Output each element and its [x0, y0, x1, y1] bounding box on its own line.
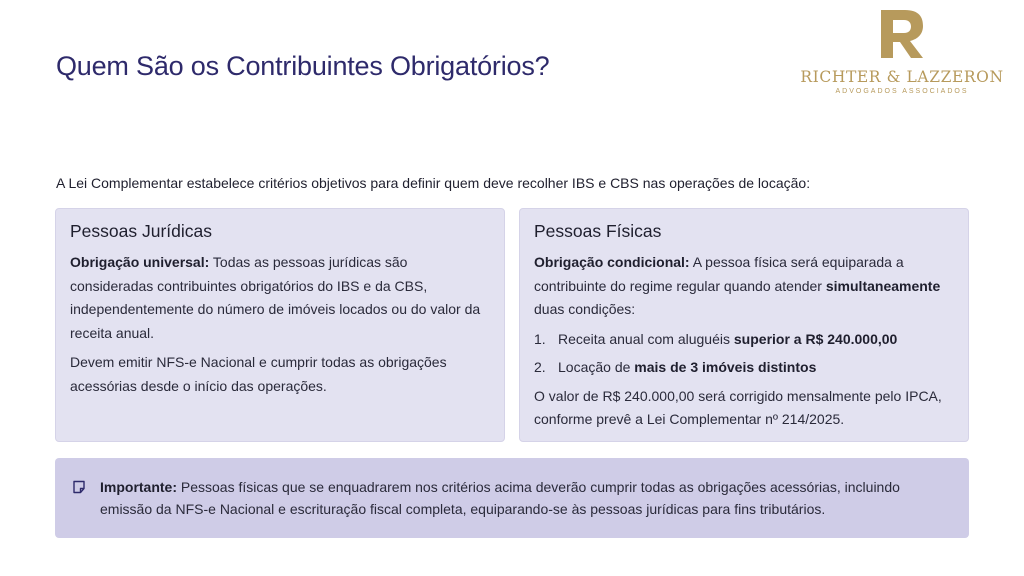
card-paragraph: O valor de R$ 240.000,00 será corrigido mensalmente pelo IPCA, conforme prevê a Lei Complementar nº 214/2025. — [534, 387, 942, 427]
bold-label: Obrigação condicional: — [534, 254, 690, 270]
company-logo — [786, 10, 1018, 100]
card-pessoas-fisicas — [519, 208, 969, 442]
intro-text: A Lei Complementar estabelece critérios objetivos para definir quem deve recolher IBS e CBS nas operações de locação: — [56, 175, 811, 191]
logo-name: RICHTER & LAZZERON — [800, 68, 1004, 86]
logo-monogram-icon — [879, 10, 925, 58]
paragraph-text: A pessoa física será equiparada a contribuinte do regime regular quando atender — [534, 254, 904, 294]
note-body: Pessoas físicas que se enquadrarem nos critérios acima deverão cumprir todas as obrigações acessórias, incluindo emissão da NFS-e Nacional e escrituração fiscal completa, equiparando-se às pessoas jurídicas para fins tributários. — [100, 479, 900, 517]
note-icon — [72, 480, 86, 494]
list-item — [534, 356, 954, 380]
page-title: Quem São os Contribuintes Obrigatórios? — [56, 51, 550, 81]
list-item-bold: superior a R$ 240.000,00 — [733, 330, 898, 347]
paragraph-text: duas condições: — [534, 301, 636, 317]
card-paragraph — [534, 251, 954, 322]
note-text — [100, 476, 949, 520]
conditions-list — [534, 328, 954, 380]
list-number: 1. — [534, 330, 546, 347]
logo-subtitle: ADVOGADOS ASSOCIADOS — [835, 88, 969, 95]
important-note — [55, 458, 969, 538]
bold-label: Obrigação universal: — [70, 254, 210, 270]
list-item-text: Locação de — [558, 359, 635, 375]
list-number: 2. — [534, 359, 546, 375]
list-item — [534, 328, 954, 352]
card-heading: Pessoas Físicas — [534, 221, 662, 241]
card-paragraph: Devem emitir NFS-e Nacional e cumprir todas as obrigações acessórias desde o início das operações. — [70, 354, 447, 394]
note-label: Importante: — [100, 479, 177, 495]
card-paragraph — [70, 251, 490, 345]
bold-text: simultaneamente — [825, 277, 941, 294]
paragraph-text: Todas as pessoas jurídicas são consideradas contribuintes obrigatórios do IBS e da CBS, independentemente do número de imóveis locados ou do valor da receita anual. — [70, 254, 481, 341]
card-heading: Pessoas Jurídicas — [70, 221, 213, 241]
card-pessoas-juridicas — [55, 208, 505, 442]
list-item-bold: mais de 3 imóveis distintos — [634, 359, 817, 375]
list-item-text: Receita anual com aluguéis — [558, 330, 734, 347]
